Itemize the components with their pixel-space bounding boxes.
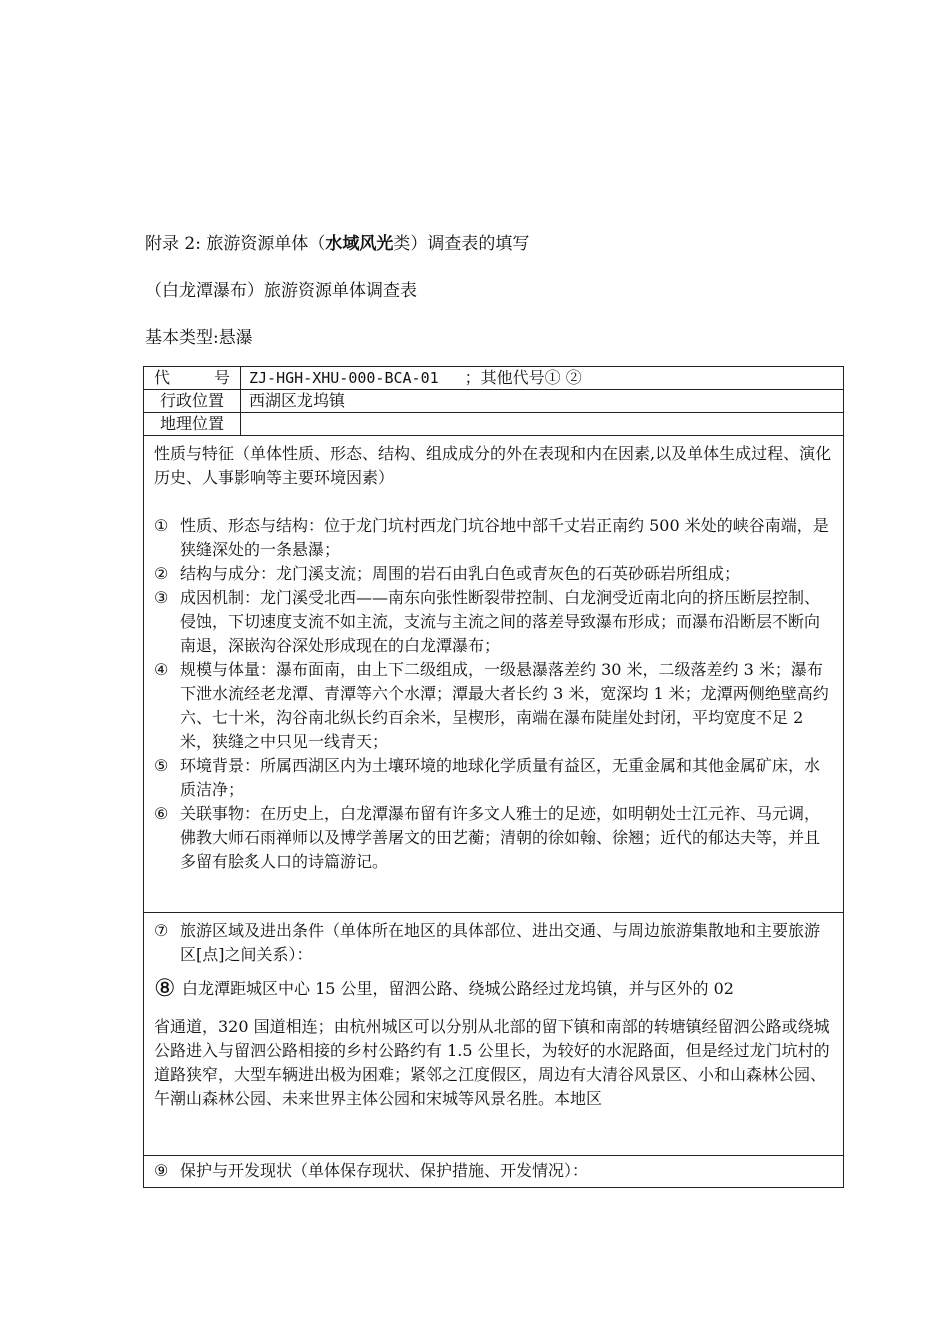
feature-item: ① 性质、形态与结构：位于龙门坑村西龙门坑谷地中部千丈岩正南约 500 米处的峡谷南端，是狭缝深处的一条悬瀑； bbox=[154, 516, 829, 559]
access-row bbox=[144, 913, 844, 1156]
access-heading: ⑦ 旅游区域及进出条件（单体所在地区的具体部位、进出交通、与周边旅游集散地和主要旅游区[点]之间关系）： bbox=[154, 921, 821, 964]
access-cell bbox=[144, 913, 844, 1156]
geo-row bbox=[144, 413, 844, 436]
feature-item: ⑥ 关联事物：在历史上，白龙潭瀑布留有许多文人雅士的足迹，如明朝处士江元祚、马元调，佛教大师石雨禅师以及博学善屠文的田艺蘅；清朝的徐如翰、徐翘；近代的郁达夫等，并且多留有脍炙人口的诗篇游记。 bbox=[154, 804, 821, 871]
code-row bbox=[144, 367, 844, 390]
feature-item: ⑤ 环境背景：所属西湖区内为土壤环境的地球化学质量有益区，无重金属和其他金属矿床，水质洁净； bbox=[154, 756, 821, 799]
feature-item: ④ 规模与体量：瀑布面南，由上下二级组成，一级悬瀑落差约 30 米，二级落差约 3 米；瀑布下泄水流经老龙潭、青潭等六个水潭；潭最大者长约 3 米，宽深均 1 米；龙潭两侧绝壁高约六、七十米，沟谷南北纵长约百余米，呈楔形，南端在瀑布陡崖处封闭，平均宽度不足 2 米，狭缝之中只见一线青天； bbox=[154, 660, 829, 751]
code-label: 代 号 bbox=[144, 367, 241, 390]
protection-cell: ⑨ 保护与开发现状（单体保存现状、保护措施、开发情况）： bbox=[144, 1156, 844, 1188]
access-body: 省通道，320 国道相连；由杭州城区可以分别从北部的留下镇和南部的转塘镇经留泗公路或绕城公路进入与留泗公路相接的乡村公路约有 1.5 公里长，为较好的水泥路面，但是经过龙门坑村的道路狭窄，大型车辆进出极为困难；紧邻之江度假区，周边有大清谷风景区、小和山森林公园、午潮山森林公园、未来世界主体公园和宋城等风景名胜。本地区 bbox=[154, 1017, 830, 1108]
features-heading: 性质与特征（单体性质、形态、结构、组成成分的外在表现和内在因素,以及单体生成过程、演化历史、人事影响等主要环境因素） bbox=[154, 444, 832, 487]
appendix-title: 附录 2: 旅游资源单体（水域风光类）调查表的填写 bbox=[145, 234, 530, 254]
code-value: ZJ-HGH-XHU-000-BCA-01 ；其他代号① ② bbox=[241, 367, 844, 390]
admin-value: 西湖区龙坞镇 bbox=[241, 390, 844, 413]
protection-row bbox=[144, 1156, 844, 1188]
survey-table bbox=[143, 366, 844, 1188]
category-bold: 水域风光 bbox=[325, 234, 394, 254]
geo-value bbox=[241, 413, 844, 436]
admin-row bbox=[144, 390, 844, 413]
admin-label: 行政位置 bbox=[144, 390, 241, 413]
feature-item: ② 结构与成分：龙门溪支流；周围的岩石由乳白色或青灰色的石英砂砾岩所组成； bbox=[154, 564, 741, 583]
form-title: （白龙潭瀑布）旅游资源单体调查表 bbox=[145, 281, 417, 301]
feature-item: ③ 成因机制：龙门溪受北西——南东向张性断裂带控制、白龙涧受近南北向的挤压断层控制、侵蚀，下切速度支流不如主流，支流与主流之间的落差导致瀑布形成；而瀑布沿断层不断向南退，深嵌沟谷深处形成现在的白龙潭瀑布； bbox=[154, 588, 821, 655]
features-row bbox=[144, 436, 844, 913]
access-first-line: ⑧ 白龙潭距城区中心 15 公里，留泗公路、绕城公路经过龙坞镇，并与区外的 02 bbox=[154, 974, 734, 1002]
features-cell bbox=[144, 436, 844, 913]
geo-label: 地理位置 bbox=[144, 413, 241, 436]
basic-type: 基本类型:悬瀑 bbox=[145, 328, 253, 348]
